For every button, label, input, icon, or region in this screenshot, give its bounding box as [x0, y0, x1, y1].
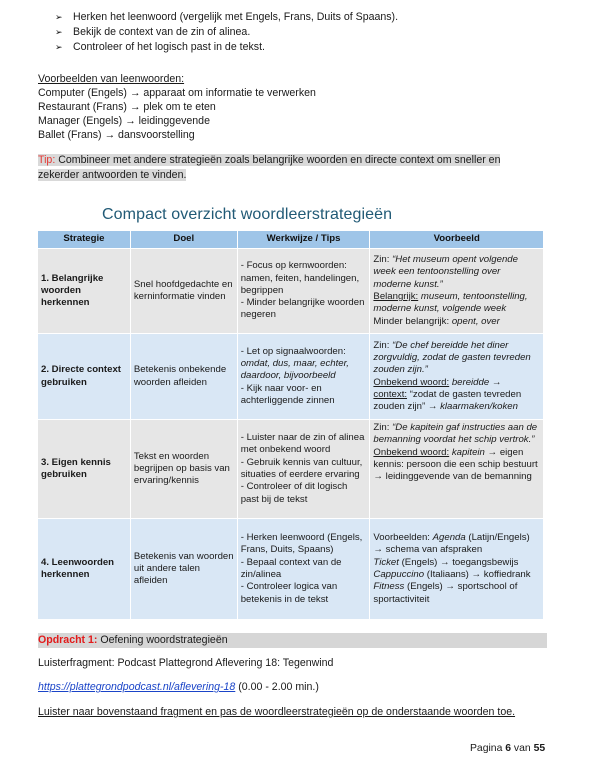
cell-doel: Betekenis van woorden uit andere talen afleiden — [131, 519, 237, 619]
podcast-link[interactable]: https://plattegrondpodcast.nl/aflevering-18 — [38, 681, 236, 693]
example-item: Computer (Engels) → apparaat om informatie te verwerken — [38, 87, 316, 99]
cell-werkwijze: - Herken leenwoord (Engels, Frans, Duits, Spaans) - Bepaal context van de zin/alinea - Controleer logica van betekenis in de tekst — [238, 519, 370, 619]
assignment-heading — [38, 633, 547, 648]
table-row — [38, 420, 543, 518]
page-number: Pagina 6 van 55 — [470, 743, 546, 754]
cell-strategie: 3. Eigen kennis gebruiken — [38, 420, 130, 518]
header-strategie: Strategie — [38, 231, 130, 248]
example-item: Ballet (Frans) → dansvoorstelling — [38, 129, 195, 141]
strategy-overview-table — [37, 230, 544, 620]
table-row — [38, 519, 543, 619]
cell-werkwijze: - Focus op kernwoorden: namen, feiten, handelingen, begrippen - Minder belangrijke woorden negeren — [238, 249, 370, 333]
cell-voorbeeld: Voorbeelden: Agenda (Latijn/Engels) → schema van afspraken Ticket (Engels) → toegangsbewijs Cappuccino (Italiaans) → koffiedrank Fitness (Engels) → sportschool of sportactiviteit — [370, 519, 543, 619]
bullet-list — [55, 10, 398, 55]
tip-box — [38, 153, 528, 182]
bullet-item: ➢ Herken het leenwoord (vergelijk met Engels, Frans, Duits of Spaans). — [55, 11, 399, 23]
table-row — [38, 249, 543, 333]
example-item: Restaurant (Frans) → plek om te eten — [38, 101, 216, 113]
assignment-label: Opdracht 1: — [38, 634, 98, 646]
podcast-link-line — [38, 681, 319, 693]
arrowhead-bullet-icon: ➢ — [55, 27, 63, 37]
cell-strategie: 2. Directe context gebruiken — [38, 334, 130, 419]
assignment-title: Oefening woordstrategieën — [97, 634, 228, 646]
bullet-item: ➢ Controleer of het logisch past in de tekst. — [55, 41, 265, 53]
cell-voorbeeld: Zin: “Het museum opent volgende week een tentoonstelling over moderne kunst.” Belangrijk: museum, tentoonstelling, moderne kunst, volgende week Minder belangrijk: opent, over — [370, 249, 543, 333]
header-doel: Doel — [131, 231, 237, 248]
cell-strategie: 1. Belangrijke woorden herkennen — [38, 249, 130, 333]
tip-label: Tip: — [38, 154, 56, 166]
arrowhead-bullet-icon: ➢ — [55, 42, 63, 52]
arrowhead-bullet-icon: ➢ — [55, 12, 63, 22]
cell-doel: Tekst en woorden begrijpen op basis van ervaring/kennis — [131, 420, 237, 518]
cell-doel: Snel hoofdgedachte en kerninformatie vinden — [131, 249, 237, 333]
bullet-item: ➢ Bekijk de context van de zin of alinea. — [55, 26, 251, 38]
time-range: (0.00 - 2.00 min.) — [235, 681, 319, 693]
cell-voorbeeld: Zin: “De chef bereidde het diner zorgvuldig, zodat de gasten tevreden zouden zijn.” Onbekend woord: bereidde → context: “zodat de gasten tevreden zouden zijn” → klaarmaken/koken — [370, 334, 543, 419]
listening-fragment: Luisterfragment: Podcast Plattegrond Aflevering 18: Tegenwind — [38, 657, 334, 669]
instruction-text: Luister naar bovenstaand fragment en pas de woordleerstrategieën op de onderstaande woorden toe. — [38, 706, 516, 718]
table-row — [38, 334, 543, 419]
table-title: Compact overzicht woordleerstrategieën — [102, 206, 393, 223]
table-header-row — [38, 231, 543, 248]
header-voorbeeld: Voorbeeld — [370, 231, 543, 248]
cell-werkwijze: - Luister naar de zin of alinea met onbekend woord - Gebruik kennis van cultuur, situaties of eerdere ervaring - Controleer of dit logisch past bij de tekst — [238, 420, 370, 518]
examples-heading: Voorbeelden van leenwoorden: — [38, 73, 185, 85]
cell-doel: Betekenis onbekende woorden afleiden — [131, 334, 237, 419]
cell-werkwijze: - Let op signaalwoorden: omdat, dus, maar, echter, daardoor, bijvoorbeeld - Kijk naar voor- en achterliggende zinnen — [238, 334, 370, 419]
tip-text: Combineer met andere strategieën zoals belangrijke woorden en directe context om sneller en zekerder antwoorden te vinden. — [38, 154, 501, 181]
example-item: Manager (Engels) → leidinggevende — [38, 115, 210, 127]
cell-voorbeeld: Zin: “De kapitein gaf instructies aan de bemanning voordat het schip vertrok.” Onbekend woord: kapitein → eigen kennis: persoon die een schip bestuurt → leidinggevende van de bemanning — [370, 420, 543, 518]
header-werkwijze: Werkwijze / Tips — [238, 231, 370, 248]
cell-strategie: 4. Leenwoorden herkennen — [38, 519, 130, 619]
loanword-examples — [38, 72, 316, 142]
